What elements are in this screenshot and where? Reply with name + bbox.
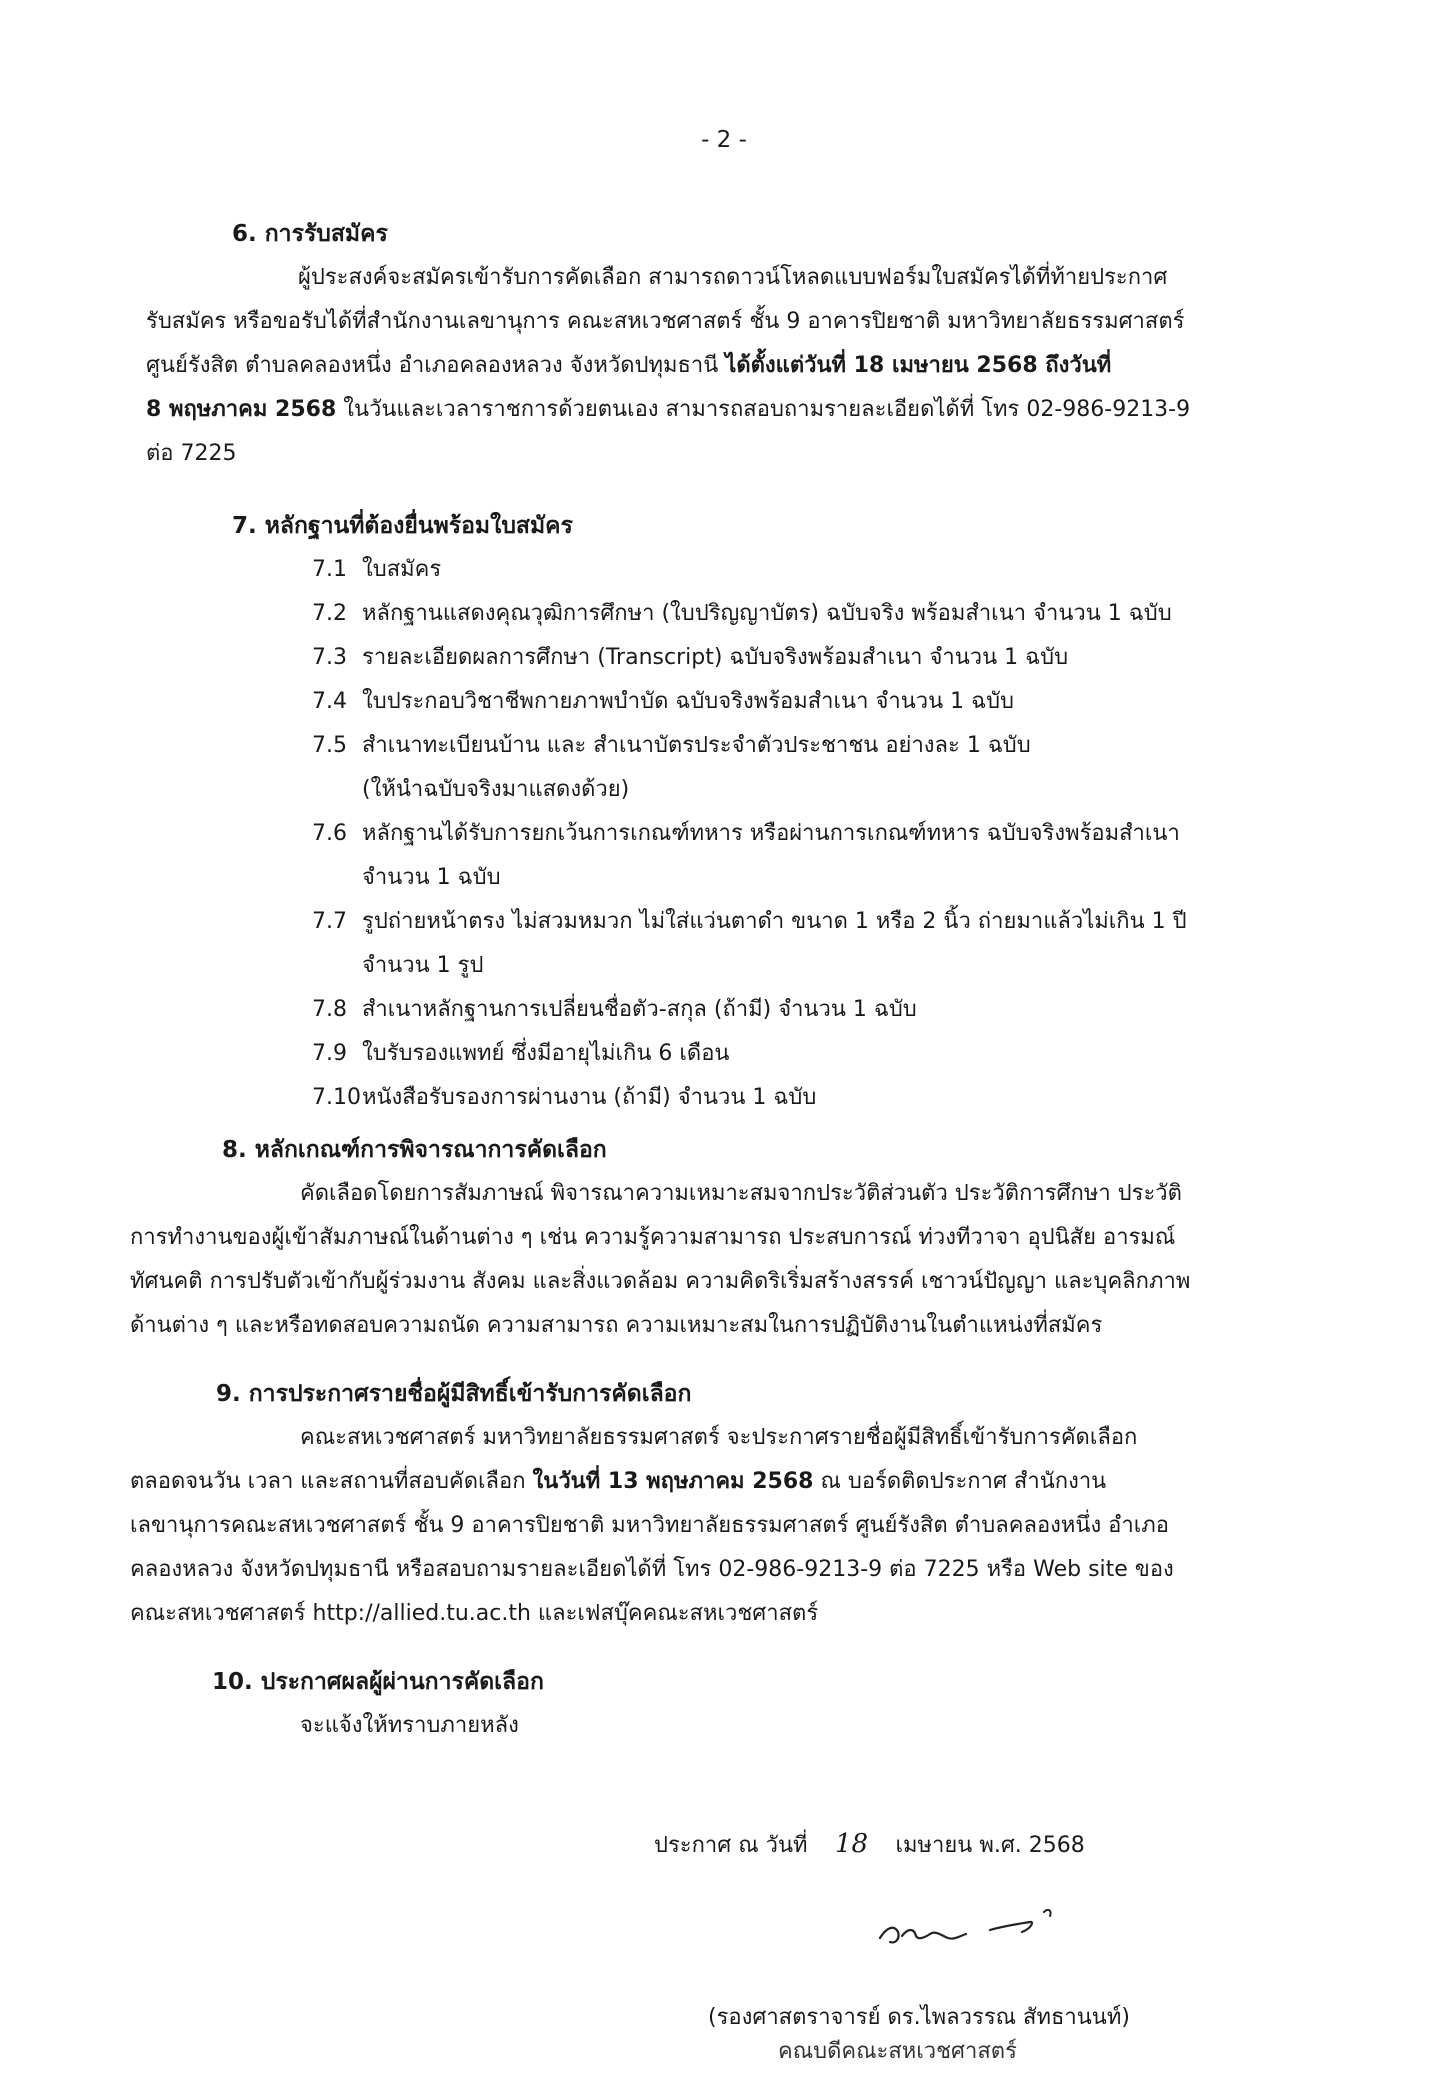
section-9-line-2	[130, 1460, 1290, 1504]
handwritten-signature	[872, 1898, 1072, 1958]
item-number: 7.5	[312, 733, 347, 758]
section-10-body	[300, 1704, 1200, 1748]
section-6-body	[146, 256, 1290, 476]
item-text: รายละเอียดผลการศึกษา (Transcript) ฉบับจริงพร้อมสำเนา จำนวน 1 ฉบับ	[362, 645, 1069, 670]
list-item	[312, 680, 1302, 724]
section-9-line-5: คณะสหเวชศาสตร์ http://allied.tu.ac.th และเฟสบุ๊คคณะสหเวชศาสตร์	[130, 1601, 819, 1626]
section-10-title: 10. ประกาศผลผู้ผ่านการคัดเลือก	[212, 1669, 544, 1695]
application-period-end: 8 พฤษภาคม 2568	[146, 397, 337, 422]
section-6-line-5: ต่อ 7225	[146, 441, 237, 466]
list-item	[312, 988, 1302, 1032]
item-text: สำเนาทะเบียนบ้าน และ สำเนาบัตรประจำตัวประชาชน อย่างละ 1 ฉบับ	[362, 733, 1031, 758]
list-item	[312, 592, 1302, 636]
item-text: ใบสมัคร	[362, 557, 442, 582]
required-documents-list	[312, 548, 1302, 1120]
section-6-line-4	[146, 388, 1290, 432]
application-period-start: ได้ตั้งแต่วันที่ 18 เมษายน 2568 ถึงวันที่	[725, 353, 1112, 378]
section-6-line-4-text: ในวันและเวลาราชการด้วยตนเอง สามารถสอบถามรายละเอียดได้ที่ โทร 02-986-9213-9	[336, 397, 1191, 422]
section-7-title: 7. หลักฐานที่ต้องยื่นพร้อมใบสมัคร	[232, 513, 573, 539]
item-number: 7.6	[312, 821, 347, 846]
item-text: รูปถ่ายหน้าตรง ไม่สวมหมวก ไม่ใส่แว่นตาดำ ขนาด 1 หรือ 2 นิ้ว ถ่ายมาแล้วไม่เกิน 1 ปี	[362, 909, 1187, 934]
item-text: หนังสือรับรองการผ่านงาน (ถ้ามี) จำนวน 1 ฉบับ	[362, 1085, 817, 1110]
item-number: 7.1	[312, 557, 347, 582]
list-item	[312, 1076, 1302, 1120]
section-6-line-1: ผู้ประสงค์จะสมัครเข้ารับการคัดเลือก สามารถดาวน์โหลดแบบฟอร์มใบสมัครได้ที่ท้ายประกาศ	[298, 265, 1168, 290]
section-8-line-4: ด้านต่าง ๆ และหรือทดสอบความถนัด ความสามารถ ความเหมาะสมในการปฏิบัติงานในตำแหน่งที่สมัคร	[130, 1313, 1103, 1338]
section-8-line-3: ทัศนคติ การปรับตัวเข้ากับผู้ร่วมงาน สังคม และสิ่งแวดล้อม ความคิดริเริ่มสร้างสรรค์ เชาวน์ปัญญา และบุคลิกภาพ	[130, 1269, 1191, 1294]
signing-day-handwritten: 18	[834, 1829, 869, 1859]
section-6-line-2: รับสมัคร หรือขอรับได้ที่สำนักงานเลขานุการ คณะสหเวชศาสตร์ ชั้น 9 อาคารปิยชาติ มหาวิทยาลัยธรรมศาสตร์	[146, 309, 1185, 334]
list-item	[312, 812, 1302, 856]
section-9-title: 9. การประกาศรายชื่อผู้มีสิทธิ์เข้ารับการคัดเลือก	[216, 1381, 692, 1407]
item-text: หลักฐานได้รับการยกเว้นการเกณฑ์ทหาร หรือผ่านการเกณฑ์ทหาร ฉบับจริงพร้อมสำเนา	[362, 821, 1180, 846]
section-8-title: 8. หลักเกณฑ์การพิจารณาการคัดเลือก	[222, 1137, 607, 1163]
item-number: 7.8	[312, 997, 347, 1022]
item-number: 7.10	[312, 1085, 361, 1110]
signing-date-prefix: ประกาศ ณ วันที่	[654, 1833, 808, 1858]
item-text: ใบประกอบวิชาชีพกายภาพบำบัด ฉบับจริงพร้อมสำเนา จำนวน 1 ฉบับ	[362, 689, 1015, 714]
signer-position: คณบดีคณะสหเวชศาสตร์	[778, 2039, 1017, 2064]
item-number: 7.3	[312, 645, 347, 670]
signer-name: (รองศาสตราจารย์ ดร.ไพลวรรณ สัทธานนท์)	[708, 2005, 1130, 2030]
section-9-body	[130, 1416, 1290, 1636]
announcement-signing-date	[654, 1822, 1085, 1868]
section-6-title: 6. การรับสมัคร	[232, 221, 388, 247]
section-8-line-2: การทำงานของผู้เข้าสัมภาษณ์ในด้านต่าง ๆ เช่น ความรู้ความสามารถ ประสบการณ์ ท่วงทีวาจา อุปนิสัย อารมณ์	[130, 1225, 1176, 1250]
signing-date-suffix: เมษายน พ.ศ. 2568	[895, 1833, 1085, 1858]
section-6-line-3-text: ศูนย์รังสิต ตำบลคลองหนึ่ง อำเภอคลองหลวง จังหวัดปทุมธานี	[146, 353, 726, 378]
list-item	[312, 1032, 1302, 1076]
list-item-continuation: (ให้นำฉบับจริงมาแสดงด้วย)	[362, 777, 630, 802]
section-10-line-1: จะแจ้งให้ทราบภายหลัง	[300, 1713, 519, 1738]
list-item	[312, 636, 1302, 680]
section-9-line-1: คณะสหเวชศาสตร์ มหาวิทยาลัยธรรมศาสตร์ จะประกาศรายชื่อผู้มีสิทธิ์เข้ารับการคัดเลือก	[300, 1425, 1138, 1450]
section-8-line-1: คัดเลือดโดยการสัมภาษณ์ พิจารณาความเหมาะสมจากประวัติส่วนตัว ประวัติการศึกษา ประวัติ	[300, 1181, 1182, 1206]
announcement-date: ในวันที่ 13 พฤษภาคม 2568	[532, 1469, 814, 1494]
list-item	[312, 724, 1302, 768]
section-9-line-2-end: ณ บอร์ดติดประกาศ สำนักงาน	[813, 1469, 1107, 1494]
section-9-line-4: คลองหลวง จังหวัดปทุมธานี หรือสอบถามรายละเอียดได้ที่ โทร 02-986-9213-9 ต่อ 7225 หรือ Web site ของ	[130, 1557, 1174, 1582]
list-item-continuation: จำนวน 1 ฉบับ	[362, 865, 501, 890]
list-item	[312, 900, 1302, 944]
item-number: 7.9	[312, 1041, 347, 1066]
item-number: 7.2	[312, 601, 347, 626]
list-item-continuation: จำนวน 1 รูป	[362, 953, 484, 978]
item-number: 7.7	[312, 909, 347, 934]
section-9-line-2-text: ตลอดจนวัน เวลา และสถานที่สอบคัดเลือก	[130, 1469, 533, 1494]
section-8-body	[130, 1172, 1290, 1348]
section-9-line-3: เลขานุการคณะสหเวชศาสตร์ ชั้น 9 อาคารปิยชาติ มหาวิทยาลัยธรรมศาสตร์ ศูนย์รังสิต ตำบลคลองหนึ่ง อำเภอ	[130, 1513, 1169, 1538]
item-text: ใบรับรองแพทย์ ซึ่งมีอายุไม่เกิน 6 เดือน	[362, 1041, 730, 1066]
page-number: - 2 -	[701, 127, 747, 153]
item-text: หลักฐานแสดงคุณวุฒิการศึกษา (ใบปริญญาบัตร) ฉบับจริง พร้อมสำเนา จำนวน 1 ฉบับ	[362, 601, 1172, 626]
section-6-line-3	[146, 344, 1290, 388]
item-number: 7.4	[312, 689, 347, 714]
list-item	[312, 548, 1302, 592]
item-text: สำเนาหลักฐานการเปลี่ยนชื่อตัว-สกุล (ถ้ามี) จำนวน 1 ฉบับ	[362, 997, 917, 1022]
